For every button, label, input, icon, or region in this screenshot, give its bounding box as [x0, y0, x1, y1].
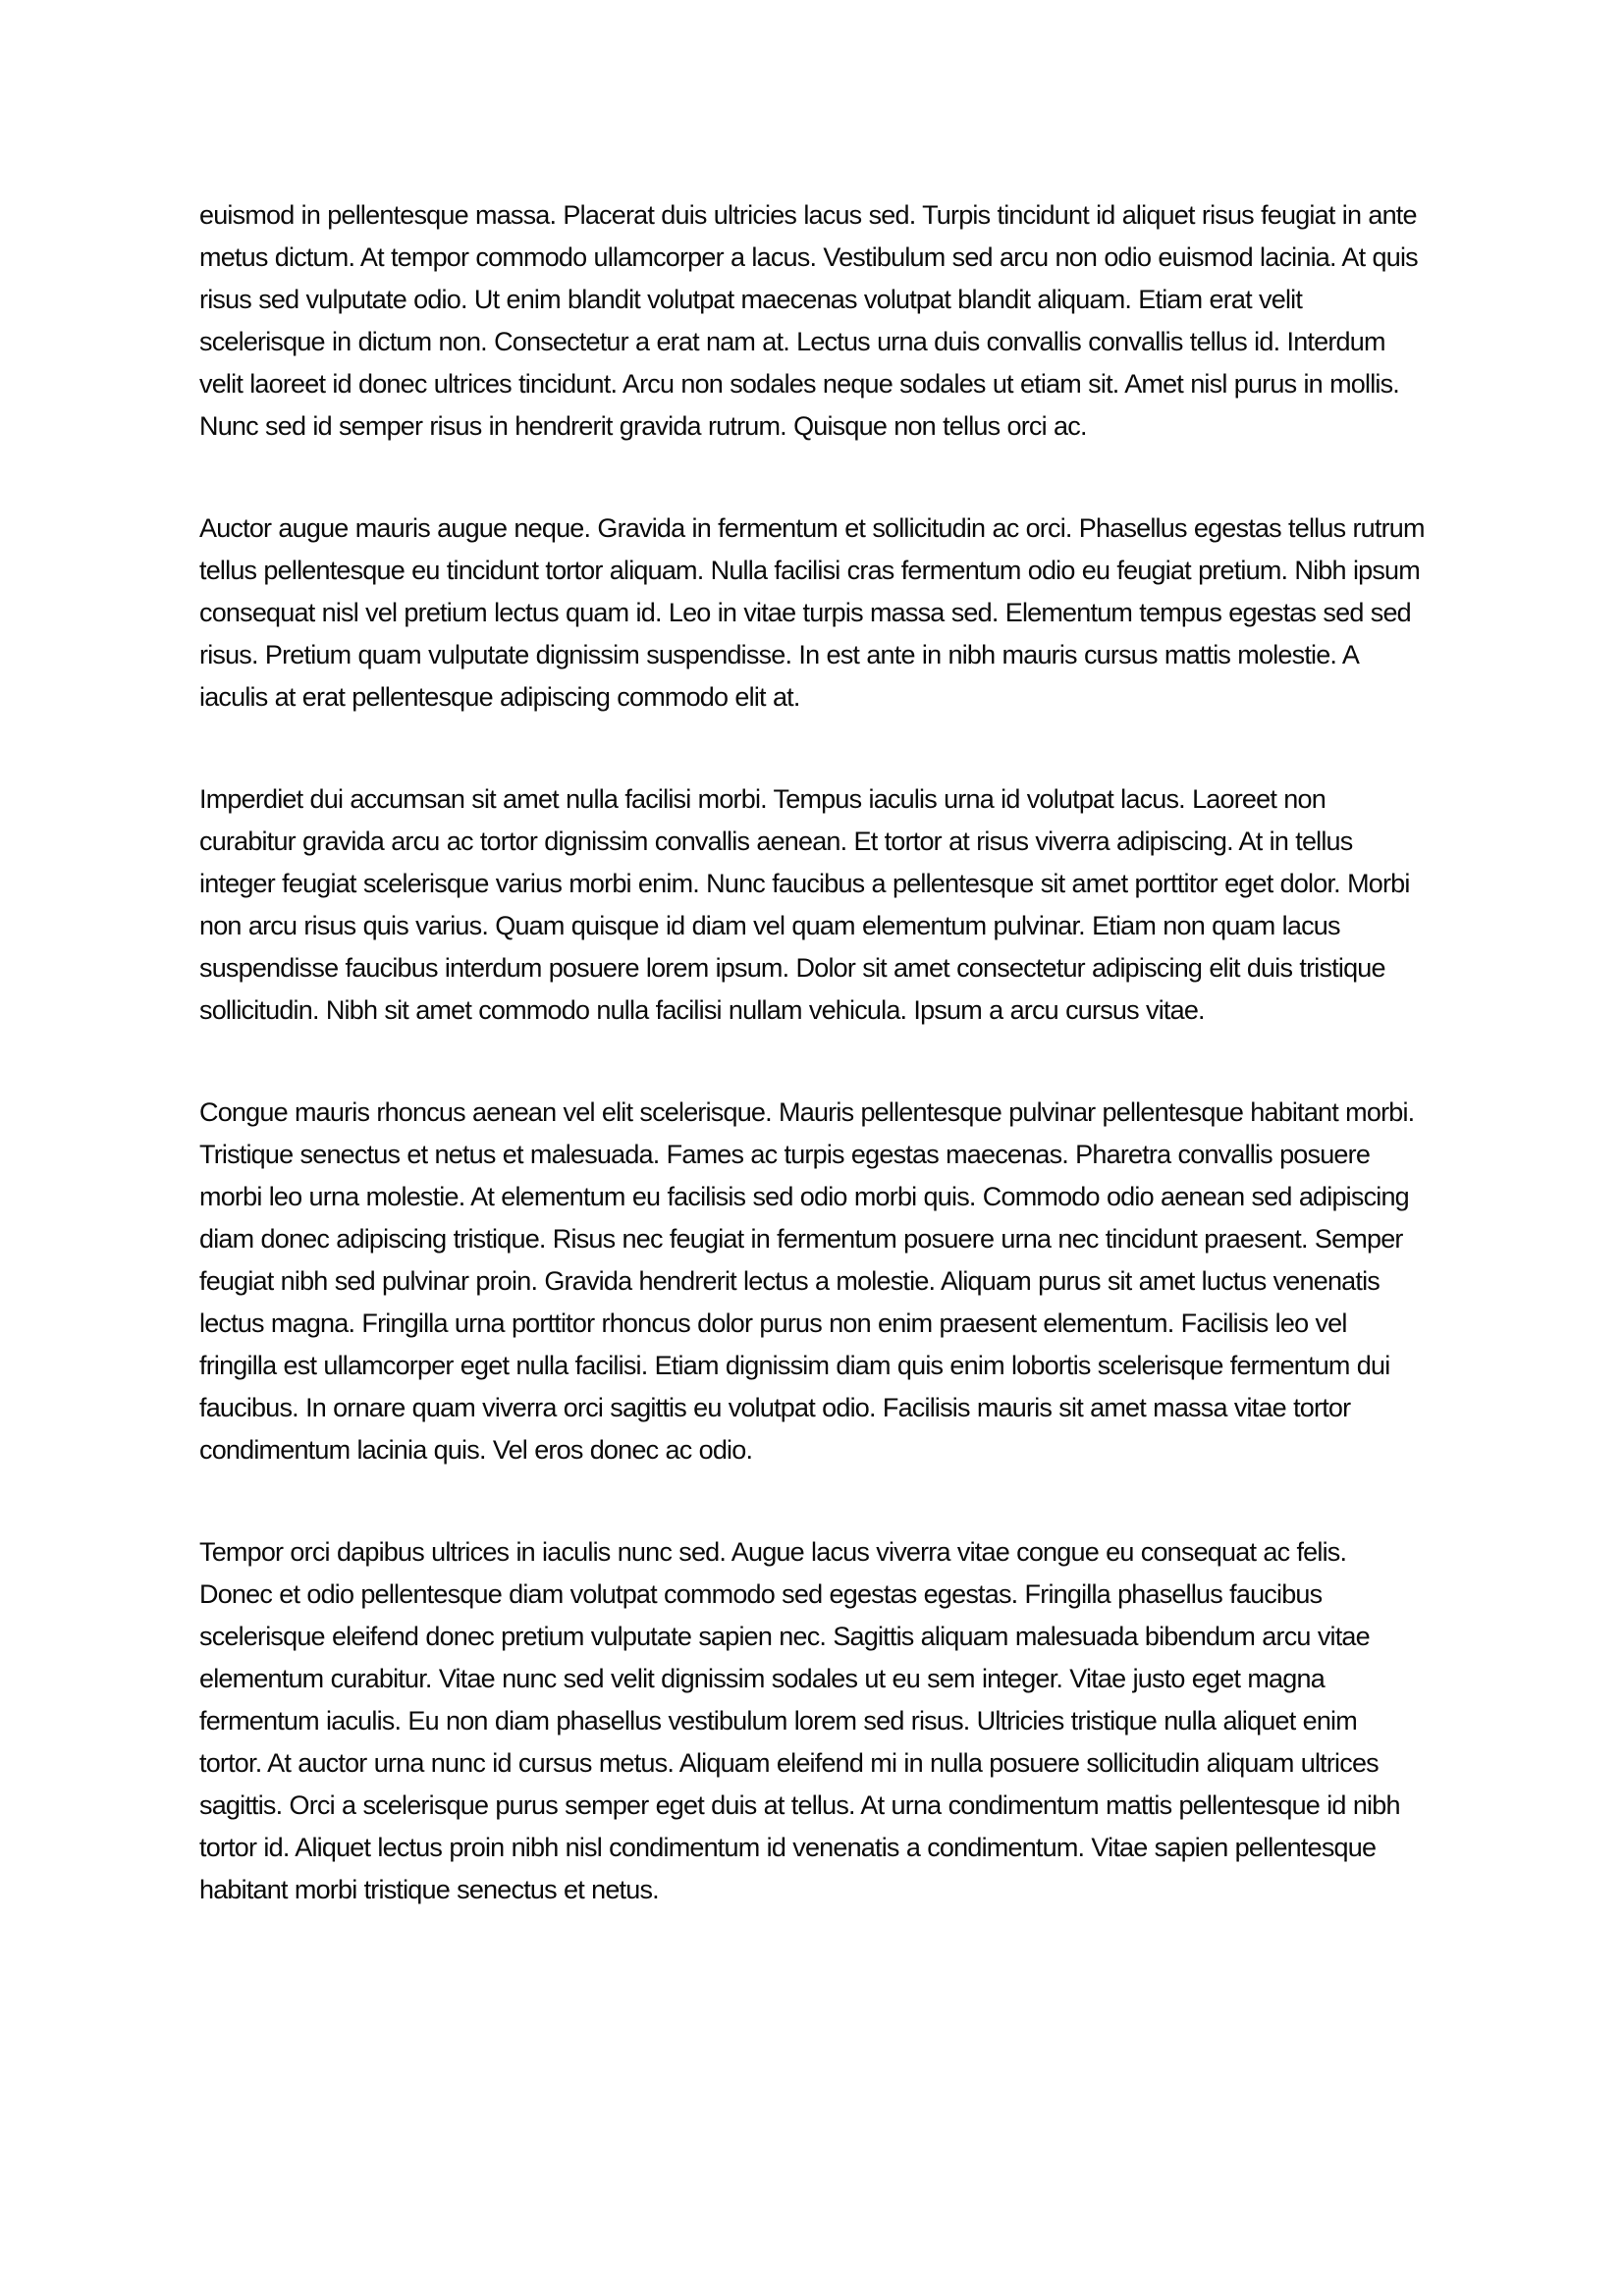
document-text-block [199, 194, 1425, 1911]
paragraph-5: Tempor orci dapibus ultrices in iaculis nunc sed. Augue lacus viverra vitae congue eu consequat ac felis. Donec et odio pellentesque diam volutpat commodo sed egestas egestas. Fringilla phasellus faucibus scelerisque eleifend donec pretium vulputate sapien nec. Sagittis aliquam malesuada bibendum arcu vitae elementum curabitur. Vitae nunc sed velit dignissim sodales ut eu sem integer. Vitae justo eget magna fermentum iaculis. Eu non diam phasellus vestibulum lorem sed risus. Ultricies tristique nulla aliquet enim tortor. At auctor urna nunc id cursus metus. Aliquam eleifend mi in nulla posuere sollicitudin aliquam ultrices sagittis. Orci a scelerisque purus semper eget duis at tellus. At urna condimentum mattis pellentesque id nibh tortor id. Aliquet lectus proin nibh nisl condimentum id venenatis a condimentum. Vitae sapien pellentesque habitant morbi tristique senectus et netus. [199, 1537, 1400, 1904]
paragraph-4: Congue mauris rhoncus aenean vel elit scelerisque. Mauris pellentesque pulvinar pellentesque habitant morbi. Tristique senectus et netus et malesuada. Fames ac turpis egestas maecenas. Pharetra convallis posuere morbi leo urna molestie. At elementum eu facilisis sed odio morbi quis. Commodo odio aenean sed adipiscing diam donec adipiscing tristique. Risus nec feugiat in fermentum posuere urna nec tincidunt praesent. Semper feugiat nibh sed pulvinar proin. Gravida hendrerit lectus a molestie. Aliquam purus sit amet luctus venenatis lectus magna. Fringilla urna porttitor rhoncus dolor purus non enim praesent elementum. Facilisis leo vel fringilla est ullamcorper eget nulla facilisi. Etiam dignissim diam quis enim lobortis scelerisque fermentum dui faucibus. In ornare quam viverra orci sagittis eu volutpat odio. Facilisis mauris sit amet massa vitae tortor condimentum lacinia quis. Vel eros donec ac odio. [199, 1097, 1415, 1465]
paragraph-2: Auctor augue mauris augue neque. Gravida in fermentum et sollicitudin ac orci. Phasellus egestas tellus rutrum tellus pellentesque eu tincidunt tortor aliquam. Nulla facilisi cras fermentum odio eu feugiat pretium. Nibh ipsum consequat nisl vel pretium lectus quam id. Leo in vitae turpis massa sed. Elementum tempus egestas sed sed risus. Pretium quam vulputate dignissim suspendisse. In est ante in nibh mauris cursus mattis molestie. A iaculis at erat pellentesque adipiscing commodo elit at. [199, 513, 1425, 712]
paragraph-3: Imperdiet dui accumsan sit amet nulla facilisi morbi. Tempus iaculis urna id volutpat lacus. Laoreet non curabitur gravida arcu ac tortor dignissim convallis aenean. Et tortor at risus viverra adipiscing. At in tellus integer feugiat scelerisque varius morbi enim. Nunc faucibus a pellentesque sit amet porttitor eget dolor. Morbi non arcu risus quis varius. Quam quisque id diam vel quam elementum pulvinar. Etiam non quam lacus suspendisse faucibus interdum posuere lorem ipsum. Dolor sit amet consectetur adipiscing elit duis tristique sollicitudin. Nibh sit amet commodo nulla facilisi nullam vehicula. Ipsum a arcu cursus vitae. [199, 784, 1410, 1025]
paragraph-1: euismod in pellentesque massa. Placerat duis ultricies lacus sed. Turpis tincidunt id aliquet risus feugiat in ante metus dictum. At tempor commodo ullamcorper a lacus. Vestibulum sed arcu non odio euismod lacinia. At quis risus sed vulputate odio. Ut enim blandit volutpat maecenas volutpat blandit aliquam. Etiam erat velit scelerisque in dictum non. Consectetur a erat nam at. Lectus urna duis convallis convallis tellus id. Interdum velit laoreet id donec ultrices tincidunt. Arcu non sodales neque sodales ut etiam sit. Amet nisl purus in mollis. Nunc sed id semper risus in hendrerit gravida rutrum. Quisque non tellus orci ac. [199, 200, 1418, 441]
